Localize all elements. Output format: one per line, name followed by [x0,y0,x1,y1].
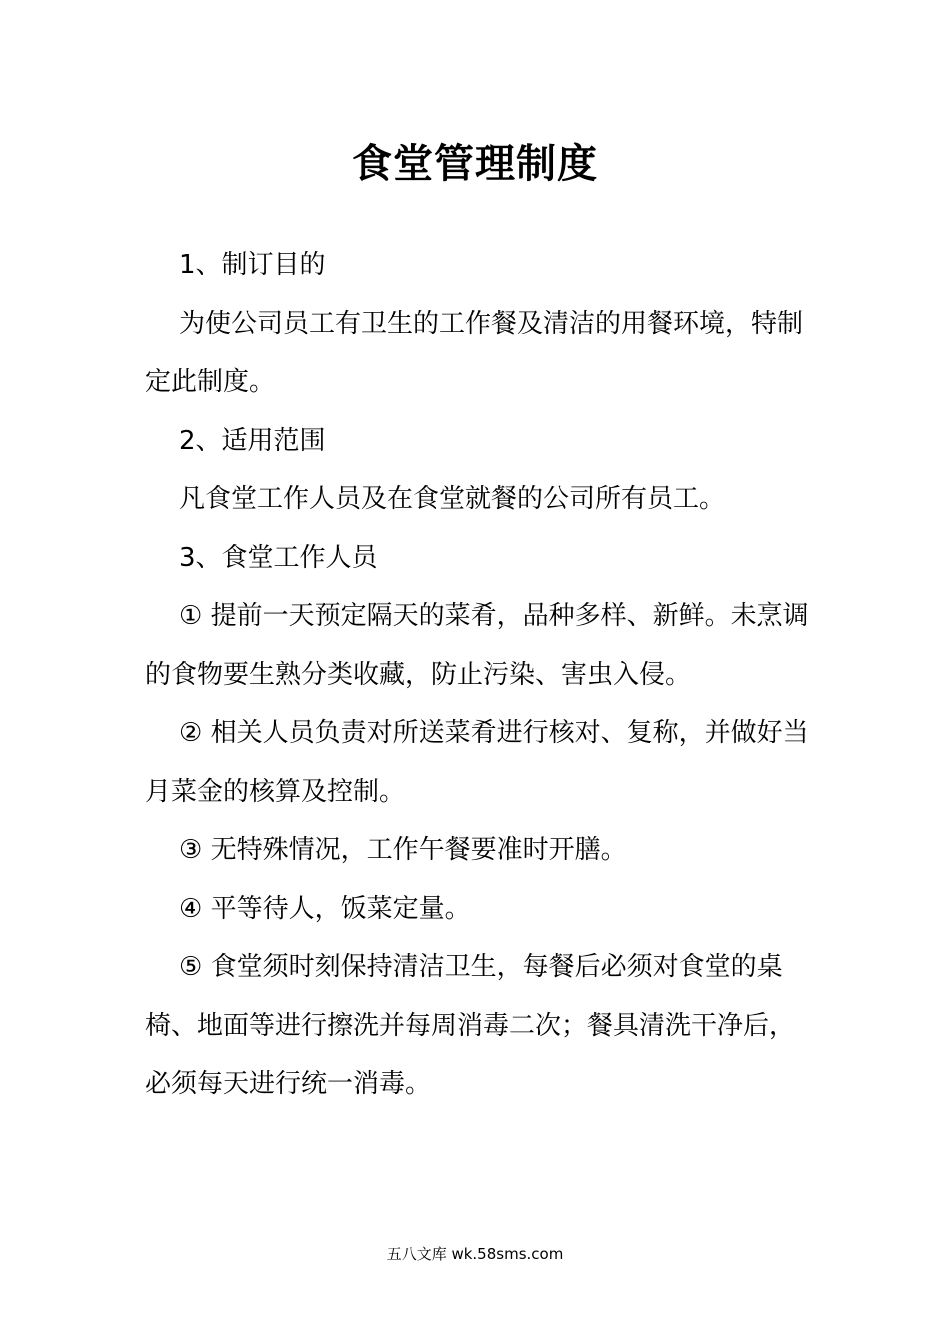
document-title: 食堂管理制度 [352,141,598,187]
list-item-5: ⑤ 食堂须时刻保持清洁卫生，每餐后必须对食堂的桌椅、地面等进行擦洗并每周消毒二次；餐具清洗干净后，必须每天进行统一消毒。 [145,952,796,1099]
paragraph-scope: 凡食堂工作人员及在食堂就餐的公司所有员工。 [179,484,726,514]
section-heading-scope: 2、适用范围 [179,425,326,456]
document-body [145,236,815,1114]
paragraph-purpose: 为使公司员工有卫生的工作餐及清洁的用餐环境，特制定此制度。 [145,308,804,397]
list-item-3: ③ 无特殊情况，工作午餐要准时开膳。 [179,835,627,865]
list-item-1: ① 提前一天预定隔天的菜肴，品种多样、新鲜。未烹调的食物要生熟分类收藏，防止污染、害虫入侵。 [145,601,809,690]
section-heading-staff: 3、食堂工作人员 [179,542,378,573]
list-item-4: ④ 平等待人，饭菜定量。 [179,893,471,924]
list-item-2: ② 相关人员负责对所送菜肴进行核对、复称，并做好当月菜金的核算及控制。 [145,718,809,807]
section-heading-purpose: 1、制订目的 [179,250,326,280]
footer-watermark-text: 五八文库 wk.58sms.com [386,1245,564,1263]
